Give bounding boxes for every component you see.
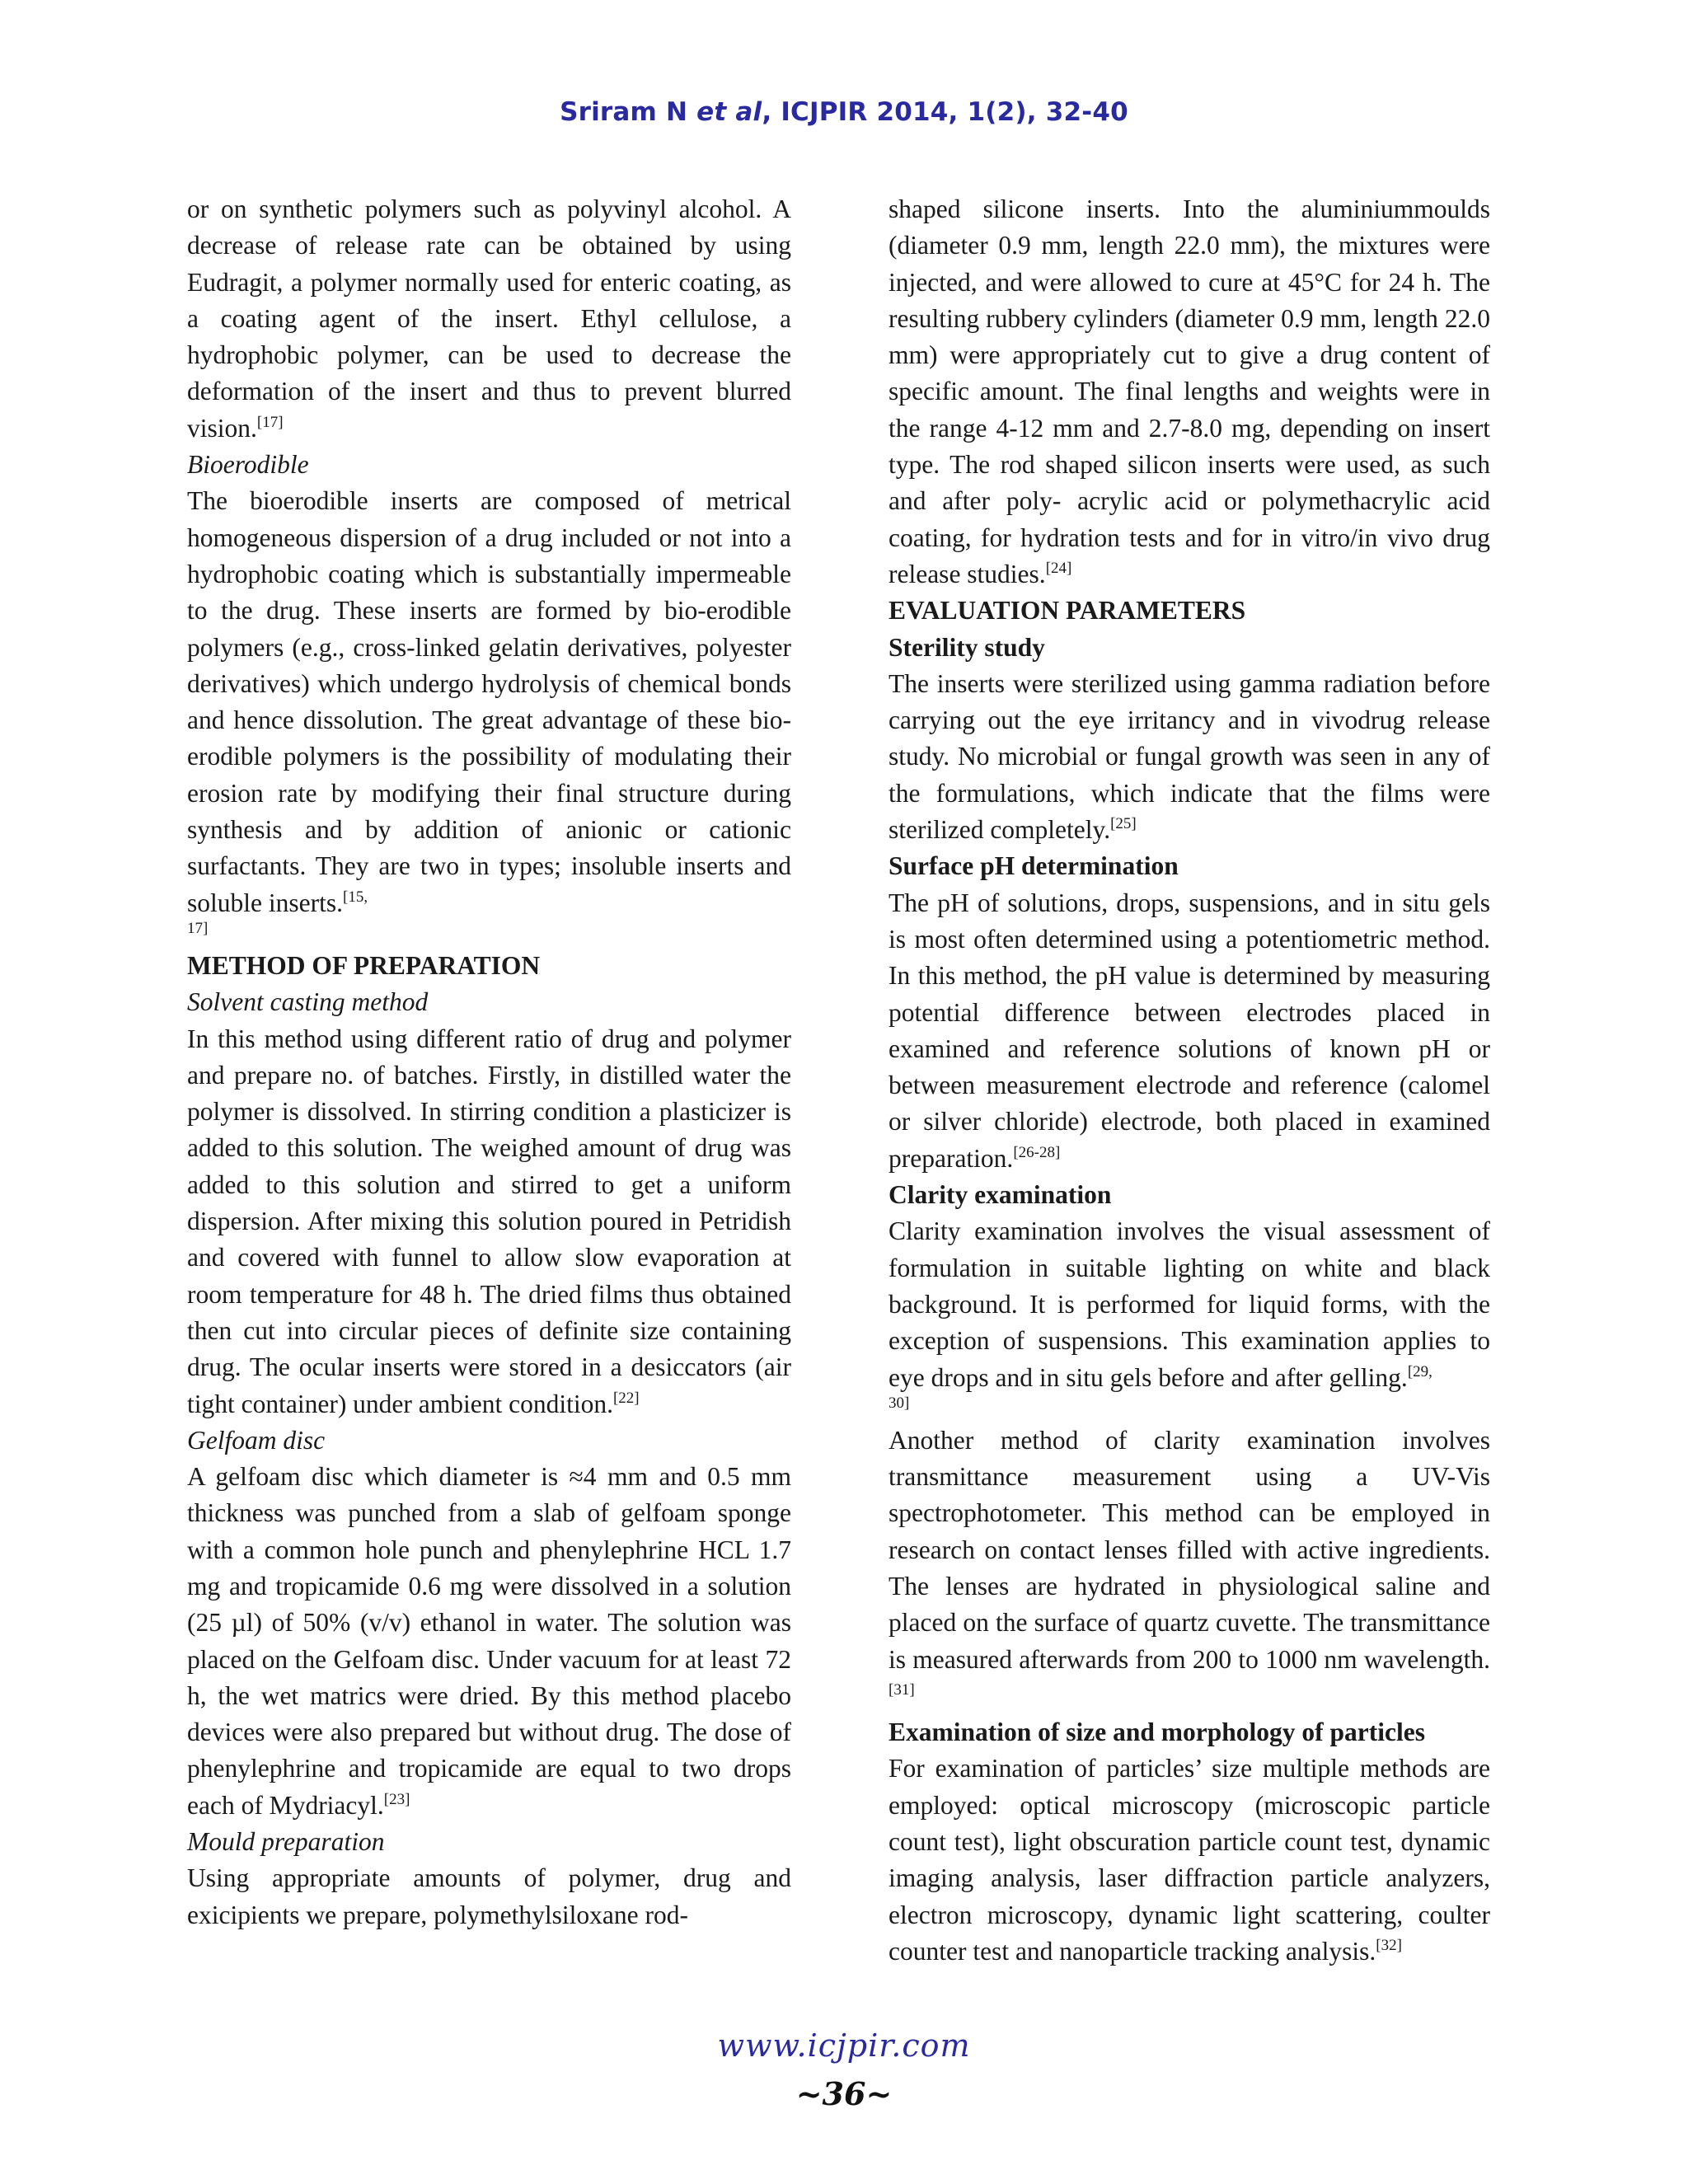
footer-website: www.icjpir.com — [717, 2027, 971, 2064]
subheading-solvent-casting: Solvent casting method — [187, 987, 429, 1017]
paragraph: In this method using different ratio of drug and polymer and prepare no. of batches. Firstly, in distilled water the polymer is dissolved. In stirring condition a plasticizer is added to this solution. The weighed amount of drug was added to this solution and stirred to get a uniform dispersion. After mixing this solution poured in Petridish and covered with funnel to allow slow evaporation at room temperature for 48 h. The dried films thus obtained then cut into circular pieces of definite size containing drug. The ocular inserts were stored in a desiccators (air tight container) under ambient condition.[22] — [187, 1024, 791, 1418]
right-column — [889, 191, 1490, 1970]
subheading-mould: Mould preparation — [187, 1827, 385, 1857]
paragraph: A gelfoam disc which diameter is ≈4 mm and 0.5 mm thickness was punched from a slab of gelfoam sponge with a common hole punch and phenylephrine HCL 1.7 mg and tropicamide 0.6 mg were dissolved in a solution (25 µl) of 50% (v/v) ethanol in water. The solution was placed on the Gelfoam disc. Under vacuum for at least 72 h, the wet matrics were dried. By this method placebo devices were also prepared but without drug. The dose of phenylephrine and tropicamide are equal to two drops each of Mydriacyl.[23] — [187, 1462, 791, 1820]
section-heading-evaluation: EVALUATION PARAMETERS — [889, 596, 1246, 626]
paragraph: Another method of clarity examination involves transmittance measurement using a UV-Vis spectrophotometer. This method can be employed in research on contact lenses filled with active ingredients. The lenses are hydrated in physiological saline and placed on the surface of quartz cuvette. The transmittance is measured afterwards from 200 to 1000 nm wavelength.[31] — [889, 1425, 1490, 1699]
subheading-gelfoam: Gelfoam disc — [187, 1425, 326, 1455]
subheading-sterility: Sterility study — [889, 632, 1045, 662]
paragraph: Using appropriate amounts of polymer, drug and exicipients we prepare, polymethylsiloxane rod- — [187, 1863, 791, 1929]
paragraph: The pH of solutions, drops, suspensions, and in situ gels is most often determined using a potentiometric method. In this method, the pH value is determined by measuring potential difference between electrodes placed in examined and reference solutions of known pH or between measurement electrode and reference (calomel or silver chloride) electrode, both placed in examined preparation.[26-28] — [889, 888, 1490, 1173]
paragraph: or on synthetic polymers such as polyvinyl alcohol. A decrease of release rate can be obtained by using Eudragit, a polymer normally used for enteric coating, as a coating agent of the insert. Ethyl cellulose, a hydrophobic polymer, can be used to decrease the deformation of the insert and thus to prevent blurred vision.[17] — [187, 194, 791, 443]
header-etal: et al — [696, 97, 762, 127]
subheading-particle-size: Examination of size and morphology of particles — [889, 1718, 1425, 1747]
header-author: Sriram N — [560, 97, 697, 127]
reference-continuation: 17] — [187, 919, 209, 937]
subheading-bioerodible: Bioerodible — [187, 450, 309, 480]
header-citation: , ICJPIR 2014, 1(2), 32-40 — [762, 97, 1128, 127]
paragraph: For examination of particles’ size multiple methods are employed: optical microscopy (microscopic particle count test), light obscuration particle count test, dynamic imaging analysis, laser diffraction particle analyzers, electron microscopy, dynamic light scattering, coulter counter test and nanoparticle tracking analysis.[32] — [889, 1754, 1490, 1966]
subheading-surface-ph: Surface pH determination — [889, 851, 1179, 881]
paragraph: The inserts were sterilized using gamma radiation before carrying out the eye irritancy and in vivodrug release study. No microbial or fungal growth was seen in any of the formulations, which indicate that the films were sterilized completely.[25] — [889, 668, 1490, 845]
reference-continuation: 30] — [889, 1394, 910, 1412]
paragraph: Clarity examination involves the visual assessment of formulation in suitable lighting on white and black background. It is performed for liquid forms, with the exception of suspensions. This examination applies to eye drops and in situ gels before and after gelling.$^{[29,}$ — [889, 1216, 1490, 1392]
section-heading-method: METHOD OF PREPARATION — [187, 950, 541, 980]
page-number: ~36~ — [795, 2075, 893, 2112]
subheading-clarity: Clarity examination — [889, 1180, 1112, 1210]
left-column — [187, 191, 791, 1933]
running-header — [0, 97, 1688, 127]
paragraph: shaped silicone inserts. Into the aluminiummoulds (diameter 0.9 mm, length 22.0 mm), the mixtures were injected, and were allowed to cure at 45°C for 24 h. The resulting rubbery cylinders (diameter 0.9 mm, length 22.0 mm) were appropriately cut to give a drug content of specific amount. The final lengths and weights were in the range 4-12 mm and 2.7-8.0 mg, depending on insert type. The rod shaped silicon inserts were used, as such and after poly- acrylic acid or polymethacrylic acid coating, for hydration tests and for in vitro/in vivo drug release studies.[24] — [889, 194, 1490, 588]
paragraph: The bioerodible inserts are composed of metrical homogeneous dispersion of a drug included or not into a hydrophobic coating which is substantially impermeable to the drug. These inserts are formed by bio-erodible polymers (e.g., cross-linked gelatin derivatives, polyester derivatives) which undergo hydrolysis of chemical bonds and hence dissolution. The great advantage of these bio-erodible polymers is the possibility of modulating their erosion rate by modifying their final structure during synthesis and by addition of anionic or cationic surfactants. They are two in types; insoluble inserts and soluble inserts.$^{[15,}$ — [187, 486, 791, 917]
